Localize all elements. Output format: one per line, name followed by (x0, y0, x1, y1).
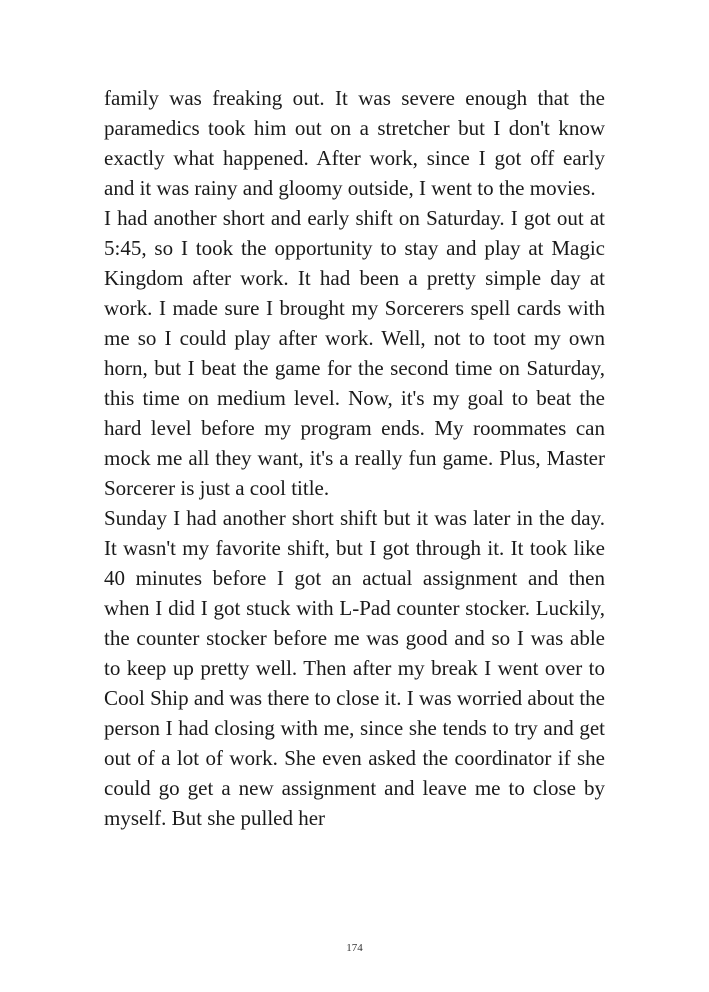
paragraph-family-freaking-out: family was freaking out. It was severe enough that the paramedics took him out on a stretcher but I don't know exactly what happened. After work, since I got off early and it was rainy and gloomy outside, I went to the movies. (104, 86, 605, 200)
paragraph-saturday-shift: I had another short and early shift on Saturday. I got out at 5:45, so I took the opportunity to stay and play at Magic Kingdom after work. It had been a pretty simple day at work. I made sure I brought my Sorcerers spell cards with me so I could play after work. Well, not to toot my own horn, but I beat the game for the second time on Saturday, this time on medium level. Now, it's my goal to beat the hard level before my program ends. My roommates can mock me all they want, it's a really fun game. Plus, Master Sorcerer is just a cool title. (104, 206, 605, 500)
page-number: 174 (346, 942, 363, 954)
paragraph-sunday-shift: Sunday I had another short shift but it was later in the day. It wasn't my favorite shift, but I got through it. It took like 40 minutes before I got an actual assignment and then when I did I got stuck with L-Pad counter stocker. Luckily, the counter stocker before me was good and so I was able to keep up pretty well. Then after my break I went over to Cool Ship and was there to close it. I was worried about the person I had closing with me, since she tends to try and get out of a lot of work. She even asked the coordinator if she could go get a new assignment and leave me to close by myself. But she pulled her (104, 506, 605, 830)
page-body (104, 83, 605, 833)
